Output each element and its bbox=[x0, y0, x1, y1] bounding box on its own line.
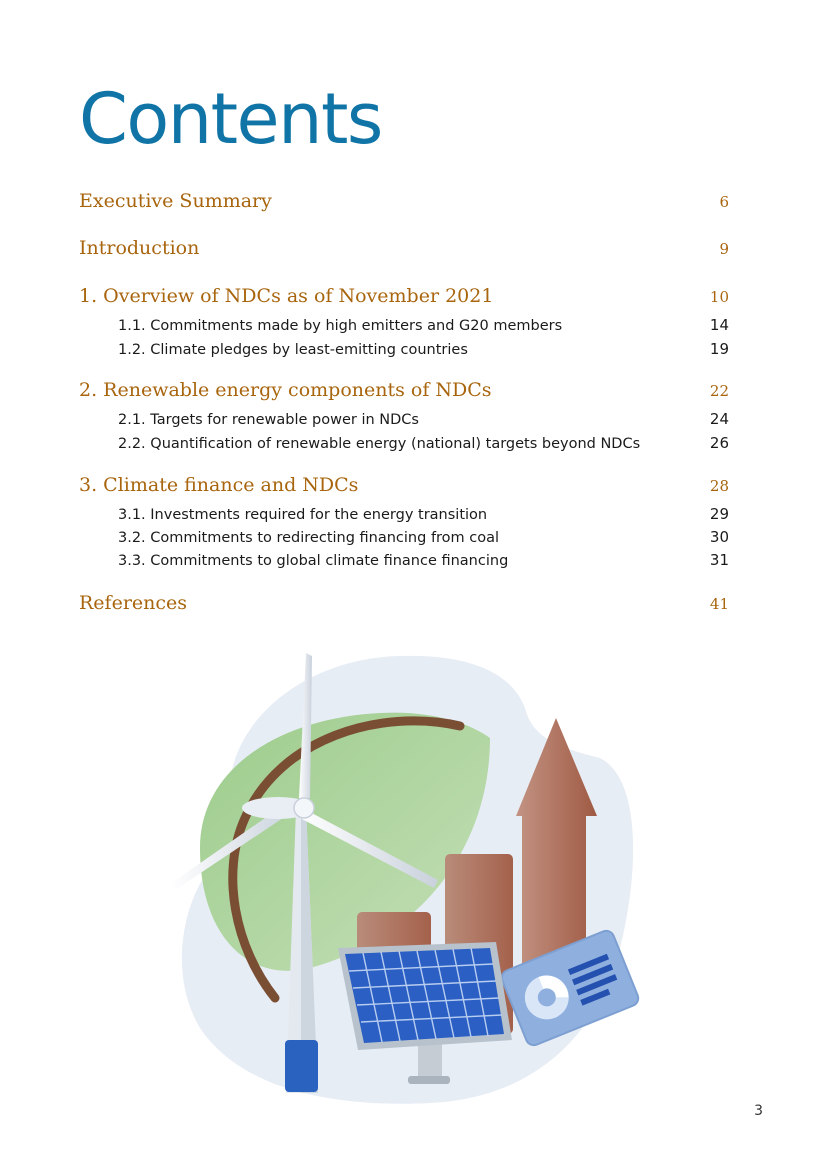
toc-entry-label: 1.2. Climate pledges by least-emitting countries bbox=[118, 342, 468, 358]
toc-entry-page: 28 bbox=[709, 477, 729, 495]
toc-entry-page: 6 bbox=[719, 193, 729, 211]
toc-entry-section-3-1[interactable] bbox=[79, 505, 729, 523]
toc-entry-section-1[interactable] bbox=[79, 285, 729, 307]
toc-entry-introduction[interactable] bbox=[79, 237, 729, 259]
toc-entry-label: Introduction bbox=[79, 237, 200, 259]
toc-entry-label: 3.3. Commitments to global climate finance financing bbox=[118, 553, 509, 569]
toc-entry-label: References bbox=[79, 592, 188, 614]
toc-entry-section-1-2[interactable] bbox=[79, 340, 729, 358]
toc-entry-page: 9 bbox=[719, 240, 729, 258]
toc-entry-page: 24 bbox=[709, 410, 729, 428]
toc-entry-label: 3. Climate finance and NDCs bbox=[79, 474, 359, 496]
toc-entry-references[interactable] bbox=[79, 592, 729, 614]
toc-entry-page: 19 bbox=[709, 340, 729, 358]
toc-entry-label: 3.1. Investments required for the energy transition bbox=[118, 507, 488, 523]
renewable-energy-illustration bbox=[160, 648, 660, 1113]
toc-entry-label: 2. Renewable energy components of NDCs bbox=[79, 379, 492, 401]
toc-entry-page: 14 bbox=[709, 316, 729, 334]
toc-entry-page: 31 bbox=[709, 551, 729, 569]
toc-entry-section-2-1[interactable] bbox=[79, 410, 729, 428]
toc-entry-page: 41 bbox=[709, 595, 729, 613]
toc-entry-section-2-2[interactable] bbox=[79, 434, 729, 452]
toc-entry-page: 29 bbox=[709, 505, 729, 523]
toc-entry-label: 2.2. Quantification of renewable energy (national) targets beyond NDCs bbox=[118, 436, 641, 452]
toc-entry-label: 3.2. Commitments to redirecting financing from coal bbox=[118, 530, 500, 546]
toc-entry-label: 1. Overview of NDCs as of November 2021 bbox=[79, 285, 494, 307]
toc-entry-section-3-2[interactable] bbox=[79, 528, 729, 546]
toc-entry-label: Executive Summary bbox=[79, 190, 272, 212]
toc-entry-section-3-3[interactable] bbox=[79, 551, 729, 569]
toc-entry-section-2[interactable] bbox=[79, 379, 729, 401]
toc-entry-label: 2.1. Targets for renewable power in NDCs bbox=[118, 412, 419, 428]
toc-entry-page: 10 bbox=[709, 288, 729, 306]
toc-entry-executive-summary[interactable] bbox=[79, 190, 729, 212]
toc-entry-section-1-1[interactable] bbox=[79, 316, 729, 334]
toc-entry-page: 22 bbox=[709, 382, 729, 400]
page-title: Contents bbox=[79, 78, 382, 160]
toc-entry-label: 1.1. Commitments made by high emitters and G20 members bbox=[118, 318, 563, 334]
toc-entry-page: 30 bbox=[709, 528, 729, 546]
toc-entry-section-3[interactable] bbox=[79, 474, 729, 496]
page-number: 3 bbox=[754, 1103, 763, 1119]
toc-entry-page: 26 bbox=[709, 434, 729, 452]
